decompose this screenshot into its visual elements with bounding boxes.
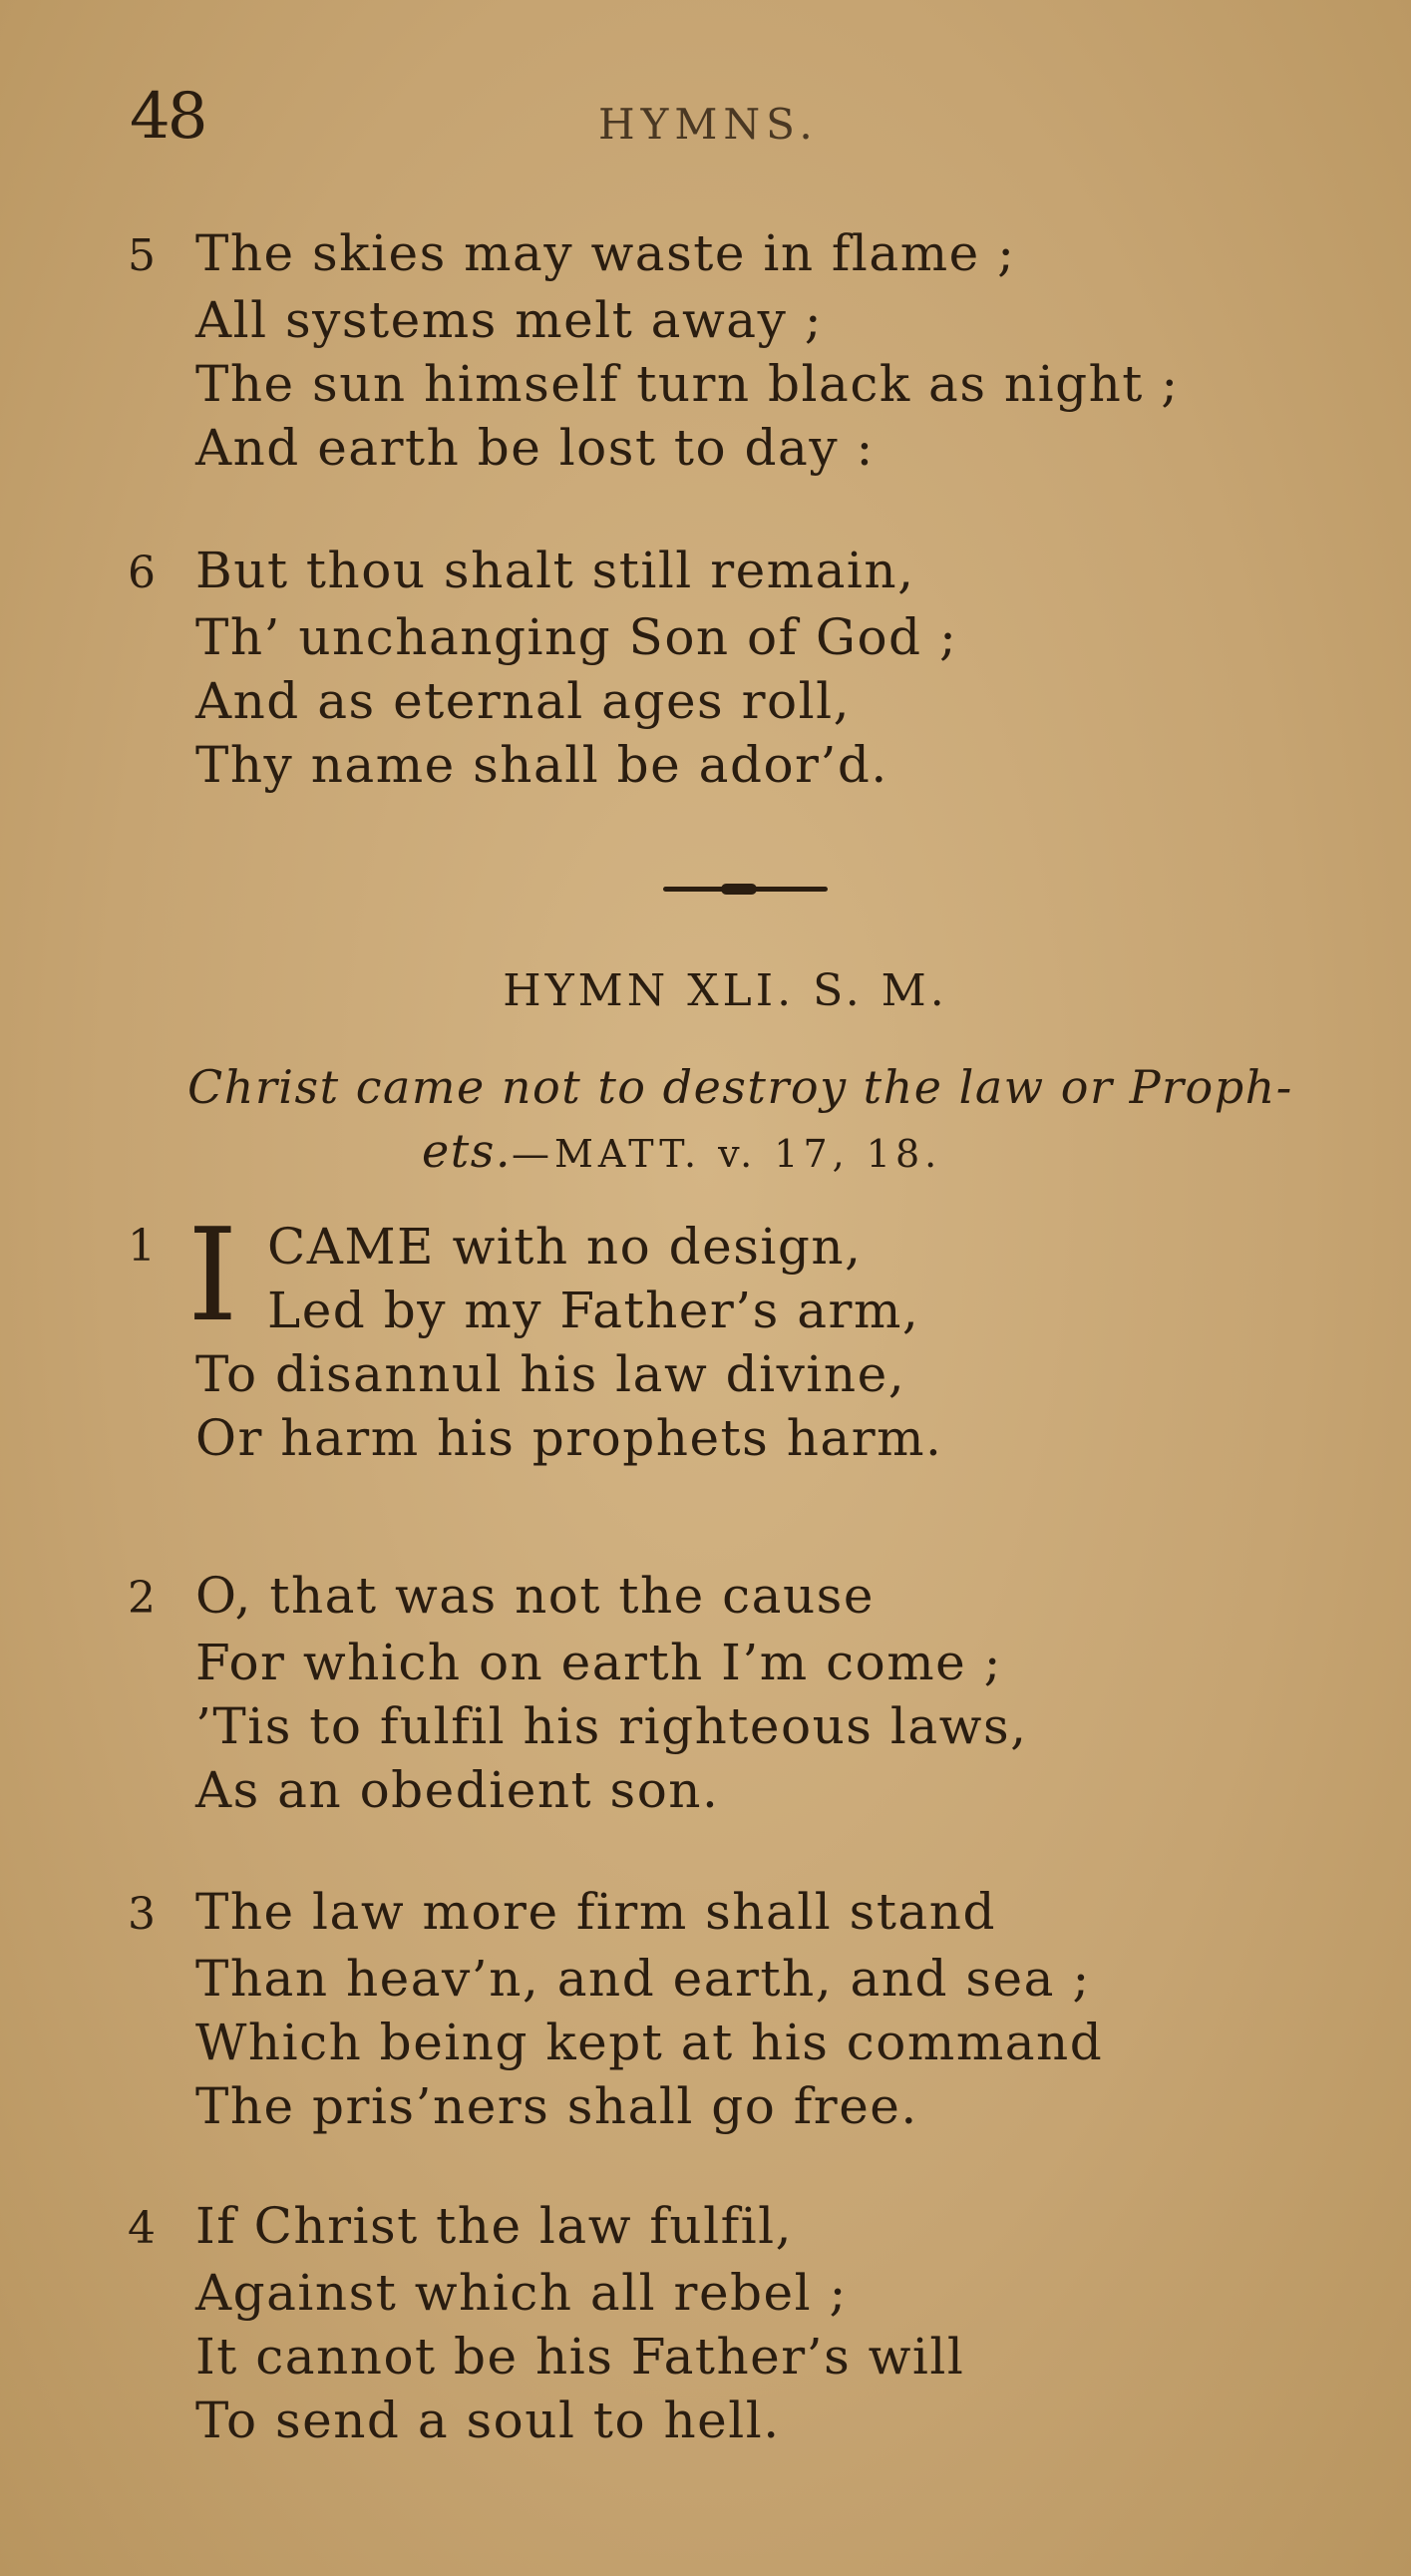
verse-line: O, that was not the cause [195, 1567, 875, 1625]
stanza-5 [128, 221, 1324, 480]
stanza-number: 6 [128, 548, 158, 598]
page-header [0, 80, 1411, 160]
verse-line: All systems melt away ; [195, 291, 824, 349]
stanza-1 [128, 1202, 1324, 1470]
verse-line: As an obedient son. [195, 1761, 720, 1819]
verse-line: Or harm his prophets harm. [195, 1409, 943, 1467]
stanza-number: 1 [128, 1221, 156, 1272]
stanza-4 [128, 2194, 1324, 2452]
verse-line: The law more firm shall stand [195, 1883, 996, 1941]
hymn-subtitle [187, 1055, 1399, 1186]
subtitle-line: ets. [422, 1124, 512, 1178]
ornamental-rule [663, 887, 828, 892]
verse-line: For which on earth I’m come ; [195, 1634, 1002, 1691]
verse-line: Led by my Father’s arm, [267, 1282, 920, 1339]
verse-line: To send a soul to hell. [195, 2392, 781, 2449]
hymn-title: HYMN XLI. S. M. [503, 965, 948, 1016]
stanza-2 [128, 1564, 1324, 1822]
verse-line: ’Tis to fulfil his righteous laws, [195, 1697, 1028, 1755]
verse-line: If Christ the law fulfil, [195, 2197, 793, 2255]
running-head: HYMNS. [598, 100, 819, 149]
verse-line: Than heav’n, and earth, and sea ; [195, 1950, 1091, 2008]
scripture-citation: —MATT. v. 17, 18. [511, 1132, 942, 1176]
stanza-number: 2 [128, 1573, 158, 1624]
subtitle-line: Christ came not to destroy the law or Proph- [187, 1060, 1293, 1114]
verse-line: It cannot be his Father’s will [195, 2328, 965, 2386]
stanza-3 [128, 1880, 1324, 2138]
verse-line: And as eternal ages roll, [195, 672, 851, 730]
verse-line: Th’ unchanging Son of God ; [195, 608, 958, 666]
drop-cap: I [187, 1202, 238, 1350]
verse-line: Which being kept at his command [195, 2014, 1104, 2071]
verse-line: The pris’ners shall go free. [195, 2077, 918, 2135]
verse-line: Thy name shall be ador’d. [195, 736, 888, 794]
verse-line: And earth be lost to day : [195, 419, 875, 477]
verse-line: To disannul his law divine, [195, 1345, 906, 1403]
verse-line: The skies may waste in flame ; [195, 224, 1016, 282]
stanza-number: 4 [128, 2203, 158, 2254]
page-number: 48 [130, 80, 205, 154]
verse-line: Against which all rebel ; [195, 2264, 848, 2322]
stanza-number: 5 [128, 230, 158, 281]
verse-line: But thou shalt still remain, [195, 542, 915, 599]
stanza-6 [128, 539, 1324, 797]
verse-line: The sun himself turn black as night ; [195, 355, 1180, 413]
stanza-number: 3 [128, 1889, 158, 1940]
verse-line: CAME with no design, [267, 1218, 863, 1276]
